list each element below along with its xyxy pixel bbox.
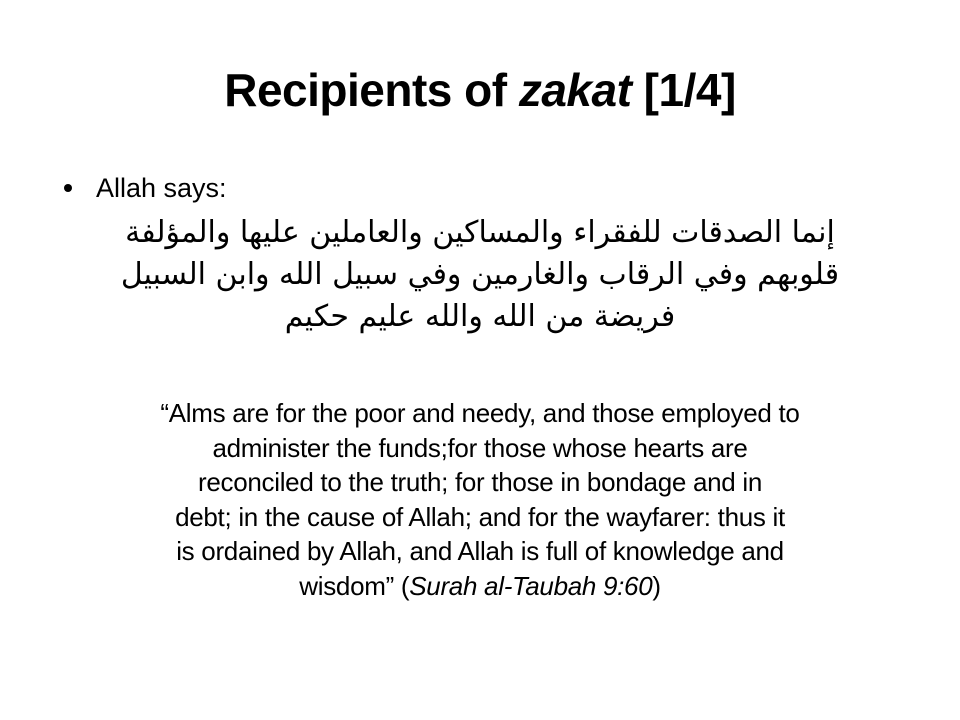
translation-line: is ordained by Allah, and Allah is full of knowledge and <box>176 536 784 566</box>
english-translation <box>50 396 910 603</box>
reference-close: ) <box>652 570 661 601</box>
translation-line: reconciled to the truth; for those in bondage and in <box>197 467 763 497</box>
arabic-line: إنما الصدقات للفقراء والمساكين والعاملين عليها والمؤلفة <box>125 215 835 250</box>
arabic-line: فريضة من الله والله عليم حكيم <box>284 299 676 334</box>
bullet-dot-icon <box>64 184 72 192</box>
translation-line: “Alms are for the poor and needy, and those employed to <box>160 398 800 428</box>
arabic-line: قلوبهم وفي الرقاب والغارمين وفي سبيل الله وابن السبيل <box>120 257 840 292</box>
translation-last-text: wisdom” ( <box>299 570 410 601</box>
verse-reference: Surah al-Taubah 9:60 <box>409 570 653 601</box>
translation-line: administer the funds;for those whose hearts are <box>212 432 748 463</box>
arabic-verse <box>60 212 900 338</box>
title-italic-term: zakat <box>518 64 632 116</box>
bullet-item <box>58 170 227 206</box>
title-suffix: [1/4] <box>631 64 736 116</box>
bullet-text: Allah says: <box>96 173 227 203</box>
translation-line: debt; in the cause of Allah; and for the wayfarer: thus it <box>175 501 785 532</box>
title-prefix: Recipients of <box>224 64 519 116</box>
slide-title <box>0 58 960 122</box>
translation-line-last <box>50 569 910 604</box>
